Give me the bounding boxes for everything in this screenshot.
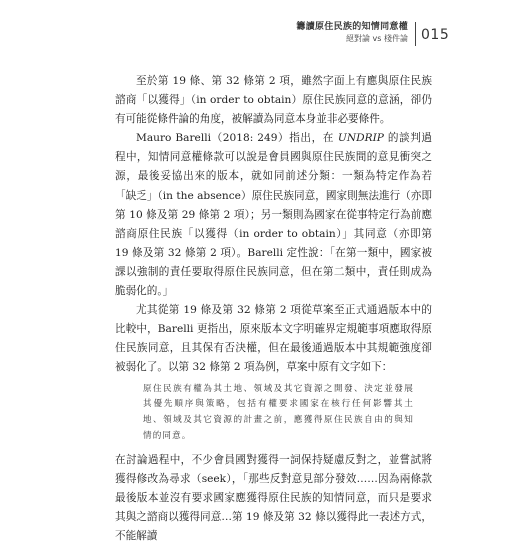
paragraph-4: 在討論過程中，不少會員國對獲得一詞保持疑慮反對之，並嘗試將獲得修改為尋求（seek），「那些反對意見部分發效……因為兩條款最後版本並沒有要求國家應獲得原住民族的知情同意，而只是要求其與之諮商以獲得同意…第 19 條及第 32 條以獲得此一表述方式，不能解讀 (115, 453, 432, 543)
running-header-subtitle: 絕對論 vs 棧件論 (346, 34, 408, 43)
block-quote: 原住民族有權為其土地、領域及其它資源之開發、決定並發展其優先順序與策略，包括有權要求國家在核行任何影響其土地、領域及其它資源的計畫之前，應獲得原住民族自由的與知情的同意。 (143, 383, 414, 441)
page-number: 015 (421, 27, 450, 43)
paragraph-3: 尤其從第 19 條及第 32 條第 2 項從草案至正式通過版本中的比較中，Barelli 更指出，原來版本文字明確界定規範事項應取得原住民族同意，且其保有否決權，但在最後通過版本中其規範強度卻被弱化了。以第 32 條第 2 項為例，草案中原有文字如下： (115, 304, 432, 374)
paragraph-1: 至於第 19 條、第 32 條第 2 項，雖然字面上有應與原住民族諮商「以獲得」（in order to obtain）原住民族同意的意涵，卻仍有可能從條件論的角度，被解讀為同意本身並非必要條件。 (115, 75, 432, 126)
paragraph-2-part-b: 的談判過程中，知情同意權條款可以說是會員國與原住民族間的意見衝突之源，最後妥協出來的版本，就如同前述分類：一類為特定作為若「缺乏」（in the absence）原住民族同意，國家則無法進行（亦即第 10 條及第 29 條第 2 項）；另一類則為國家在從事特定行為前應諮商原住民族「以獲得（in order to obtain）」其同意（亦即第 19 條及第 32 條第 2 項）。Barelli 定性說：「在第一類中，國家被課以強制的責任要取得原住民族同意，但在第二類中，責任則成為脆弱化的。」 (115, 132, 432, 298)
paragraph-2-part-a: Mauro Barelli（2018: 249）指出，在 (136, 132, 338, 145)
body-text (115, 72, 432, 546)
running-header (296, 21, 408, 44)
paragraph-2-undrip: UNDRIP (337, 132, 384, 145)
paragraph-2 (115, 129, 432, 301)
header-divider (415, 22, 416, 46)
running-header-title: 籌讀原住民族的知情同意權 (296, 22, 408, 32)
